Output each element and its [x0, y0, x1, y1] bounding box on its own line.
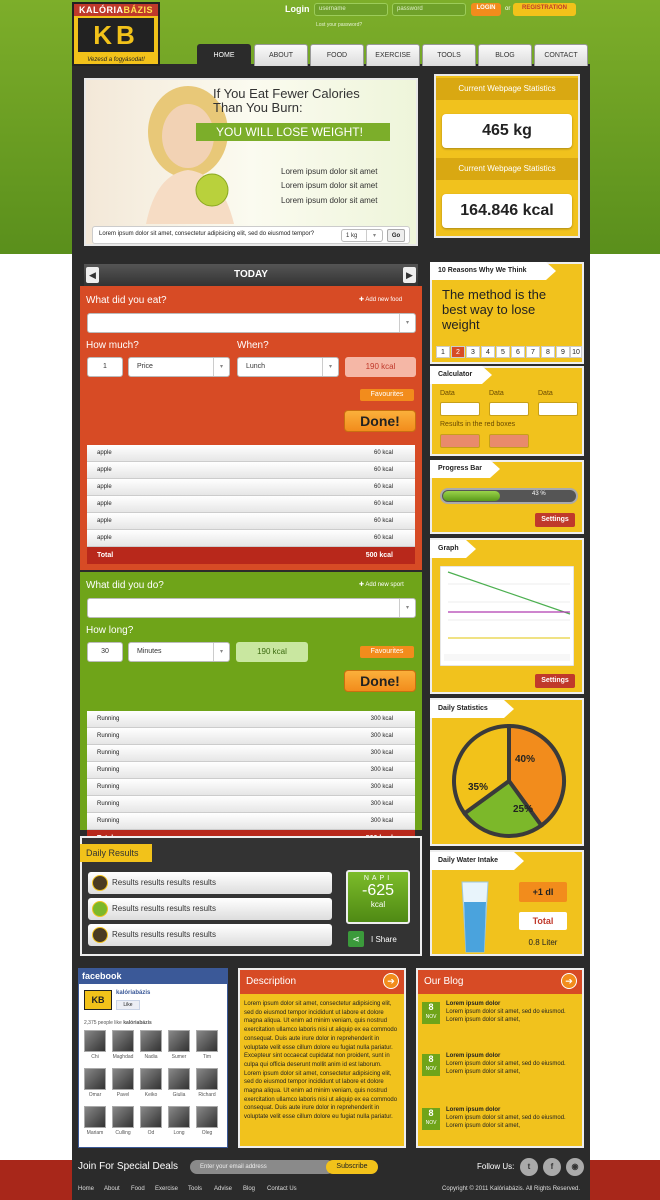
chevron-down-icon: ▾ — [322, 358, 338, 376]
stats-value-kcal: 164.846 kcal — [442, 194, 572, 228]
sport-kcal: 300 kcal — [370, 818, 393, 824]
password-input[interactable]: password — [392, 3, 466, 16]
table-row[interactable] — [87, 745, 415, 762]
footer-link-exercise[interactable]: Exercise — [155, 1186, 179, 1192]
blog-month: NOV — [425, 1014, 437, 1020]
blog-body — [446, 1000, 576, 1024]
food-kcal: 60 kcal — [373, 484, 393, 490]
food-quantity-input[interactable]: 1 — [87, 357, 123, 377]
reason-page-2[interactable]: 2 — [451, 346, 465, 358]
twitter-icon[interactable]: t — [520, 1158, 538, 1176]
hero-headline-line-2: Than You Burn: — [213, 100, 303, 115]
pie-label-1: 40% — [515, 754, 536, 765]
site-logo[interactable] — [72, 2, 160, 66]
facebook-title: facebook — [78, 968, 228, 984]
blog-title: Our Blog — [418, 970, 582, 994]
hero-line-1: Lorem ipsum dolor sit amet — [281, 167, 378, 176]
weight-select-value: 1 kg — [346, 233, 358, 239]
chevron-down-icon: ▾ — [213, 358, 229, 376]
graph-title: Graph — [430, 540, 466, 558]
calc-input-3[interactable] — [538, 402, 578, 416]
fan-avatar[interactable] — [168, 1106, 190, 1128]
reasons-title: 10 Reasons Why We Think — [430, 262, 546, 280]
progress-settings-button[interactable]: Settings — [535, 513, 575, 527]
food-total-row — [87, 547, 415, 564]
hero-subheadline: YOU WILL LOSE WEIGHT! — [196, 123, 390, 141]
exercise-title: What did you do? — [86, 580, 164, 591]
hero-line-3: Lorem ipsum dolor sit amet — [281, 196, 378, 205]
food-kcal: 60 kcal — [373, 535, 393, 541]
result-row[interactable] — [88, 898, 332, 920]
add-food-label: Add new food — [365, 297, 403, 303]
hero-question-bar — [92, 226, 410, 244]
progress-fill — [443, 491, 500, 501]
food-kcal-value: 190 kcal — [345, 357, 416, 377]
food-kcal: 60 kcal — [373, 518, 393, 524]
fan-avatar[interactable] — [196, 1106, 218, 1128]
fan-avatar[interactable] — [140, 1068, 162, 1090]
sport-name: Running — [97, 784, 120, 790]
drop-icon — [92, 927, 108, 943]
sport-name: Running — [97, 733, 120, 739]
food-done-button[interactable]: Done! — [344, 410, 416, 432]
how-much-label: How much? — [86, 340, 139, 351]
food-title: What did you eat? — [86, 295, 167, 306]
calc-result-2 — [489, 434, 529, 448]
footer-link-food[interactable]: Food — [131, 1186, 145, 1192]
table-row[interactable] — [87, 462, 415, 479]
arrow-right-icon[interactable]: ➔ — [383, 973, 399, 989]
fan-name: Richard — [198, 1092, 216, 1098]
forgot-password-link[interactable]: Lost your password? — [316, 22, 363, 28]
exercise-log-table — [87, 711, 415, 847]
fan-name: Mariam — [86, 1130, 104, 1136]
add-sport-link[interactable] — [359, 581, 404, 588]
chevron-down-icon: ▾ — [366, 230, 382, 241]
nav-tools[interactable]: TOOLS — [422, 44, 476, 66]
fan-avatar[interactable] — [112, 1030, 134, 1052]
calc-input-2[interactable] — [489, 402, 529, 416]
food-unit-select[interactable] — [128, 357, 230, 377]
food-log-table — [87, 445, 415, 564]
like-count-name: kalóriabázis — [123, 1020, 152, 1026]
fan-name: Giulia — [172, 1092, 186, 1098]
footer-link-contact[interactable]: Contact Us — [267, 1186, 297, 1192]
food-select[interactable] — [87, 313, 416, 333]
join-title: Join For Special Deals — [78, 1161, 179, 1172]
sport-name: Running — [97, 767, 120, 773]
calc-result-1 — [440, 434, 480, 448]
fan-name: Oleg — [201, 1130, 213, 1136]
food-name: apple — [97, 467, 112, 473]
calc-results-label: Results in the red boxes — [440, 421, 516, 428]
total-label: Total — [97, 552, 114, 559]
progress-percent: 43 % — [532, 491, 546, 497]
arrow-right-icon[interactable]: ➔ — [561, 973, 577, 989]
graph-chart — [440, 566, 574, 666]
calc-label-2: Data — [489, 390, 504, 397]
pie-label-2: 25% — [513, 804, 534, 815]
blog-month: NOV — [425, 1066, 437, 1072]
pie-label-3: 35% — [468, 782, 489, 793]
food-name: apple — [97, 484, 112, 490]
share-label[interactable]: I Share — [371, 935, 397, 944]
footer-link-tools[interactable]: Tools — [188, 1186, 203, 1192]
progress-track — [440, 488, 578, 504]
reason-page-1[interactable]: 1 — [436, 346, 450, 358]
daily-stats-title: Daily Statistics — [430, 700, 504, 718]
blog-item[interactable] — [422, 1000, 580, 1040]
table-row[interactable] — [87, 711, 415, 728]
sport-kcal: 300 kcal — [370, 784, 393, 790]
food-kcal: 60 kcal — [373, 501, 393, 507]
blog-month: NOV — [425, 1120, 437, 1126]
blog-date — [422, 1002, 440, 1024]
description-text: Lorem ipsum dolor sit amet, consectetur adipisicing elit, sed do eiusmod tempor incididunt ut labore et dolore magna aliqua. Ut enim ad minim veniam, quis nostrud exercitation ullamco laboris nisi ut aliquip ex ea commodo consequat. Duis aute irure dolor in reprehenderit in voluptate velit esse cillum dolore eu fugiat nulla pariatur. Excepteur sint occaecat cupidatat non proident, sunt in culpa qui officia deserunt mollit anim id est laborum. Lorem ipsum dolor sit amet, consectetur adipisicing elit, sed do eiusmod tempor incididunt ut labore et dolore magna aliqua. Ut enim ad minim veniam, quis nostrud exercitation ullamco laboris nisi ut aliquip ex ea commodo consequat. Duis aute irure dolor in reprehenderit in voluptate velit esse cillum dolore eu fugiat nulla pariatur. — [244, 1001, 398, 1121]
blog-body — [446, 1052, 576, 1076]
calc-label-3: Data — [538, 390, 553, 397]
add-food-link[interactable] — [359, 296, 402, 303]
table-row[interactable] — [87, 513, 415, 530]
graph-settings-button[interactable]: Settings — [535, 674, 575, 688]
reason-page-6[interactable]: 6 — [511, 346, 525, 358]
duration-input[interactable]: 30 — [87, 642, 123, 662]
food-name: apple — [97, 450, 112, 456]
blog-excerpt: Lorem ipsum dolor sit amet, sed do eiusmod. Lorem ipsum dolor sit amet, — [446, 1009, 566, 1023]
like-count-text: 2,375 people like — [84, 1020, 122, 1026]
blog-excerpt: Lorem ipsum dolor sit amet, sed do eiusmod. Lorem ipsum dolor sit amet, — [446, 1115, 566, 1129]
progress-title: Progress Bar — [430, 460, 490, 478]
fan-avatar[interactable] — [84, 1068, 106, 1090]
fan-avatar[interactable] — [168, 1030, 190, 1052]
sport-name: Running — [97, 801, 120, 807]
food-kcal: 60 kcal — [373, 450, 393, 456]
fan-avatar[interactable] — [168, 1068, 190, 1090]
reason-page-8[interactable]: 8 — [541, 346, 555, 358]
footer-link-blog[interactable]: Blog — [243, 1186, 256, 1192]
chevron-down-icon: ▾ — [399, 314, 415, 332]
daily-balance-box — [346, 870, 410, 924]
sport-select[interactable] — [87, 598, 416, 618]
table-row[interactable] — [87, 496, 415, 513]
logo-mark: KB — [78, 18, 154, 52]
how-long-label: How long? — [86, 625, 134, 636]
weight-select[interactable] — [341, 229, 383, 242]
napi-label: NAPI — [363, 875, 393, 882]
water-total-value: 0.8 Liter — [528, 938, 558, 947]
daily-stats-pie — [450, 722, 568, 840]
follow-label: Follow Us: — [477, 1162, 515, 1171]
sport-kcal: 300 kcal — [370, 801, 393, 807]
hero-line-2: Lorem ipsum dolor sit amet — [281, 181, 378, 190]
table-row[interactable] — [87, 530, 415, 547]
facebook-like-count — [84, 1020, 152, 1026]
sport-kcal: 300 kcal — [370, 733, 393, 739]
reason-page-3[interactable]: 3 — [466, 346, 480, 358]
chevron-down-icon: ▾ — [399, 599, 415, 617]
sport-kcal: 300 kcal — [370, 750, 393, 756]
scale-icon — [92, 875, 108, 891]
stats-heading-2: Current Webpage Statistics — [436, 158, 578, 180]
food-name: apple — [97, 535, 112, 541]
blog-date — [422, 1108, 440, 1130]
username-input[interactable]: username — [314, 3, 388, 16]
napi-value: -625 — [361, 882, 395, 899]
stats-value-weight: 465 kg — [442, 114, 572, 148]
logo-word-b: BÁZIS — [123, 5, 153, 15]
newsletter-email-input[interactable]: Enter your email address — [190, 1160, 334, 1174]
logo-word-a: KALÓRIA — [79, 5, 124, 15]
sport-name: Running — [97, 716, 120, 722]
table-row[interactable] — [87, 796, 415, 813]
water-total-label: Total — [519, 912, 567, 930]
result-row[interactable] — [88, 924, 332, 946]
sport-kcal: 300 kcal — [370, 716, 393, 722]
nav-home[interactable]: HOME — [197, 44, 251, 66]
fan-name: Sumer — [171, 1054, 187, 1060]
table-row[interactable] — [87, 813, 415, 830]
fan-name: Chi — [91, 1054, 99, 1060]
stats-heading-1: Current Webpage Statistics — [436, 78, 578, 100]
footer-link-home[interactable]: Home — [78, 1186, 95, 1192]
sport-name: Running — [97, 750, 120, 756]
when-label: When? — [237, 340, 269, 351]
facebook-page-logo: KB — [84, 990, 112, 1010]
today-header: TODAY — [84, 264, 418, 286]
blog-body — [446, 1106, 576, 1130]
blog-day: 8 — [428, 1054, 434, 1064]
sport-kcal: 300 kcal — [370, 767, 393, 773]
nav-exercise[interactable]: EXERCISE — [366, 44, 420, 66]
reason-page-4[interactable]: 4 — [481, 346, 495, 358]
blog-heading: Lorem ipsum dolor — [446, 1001, 501, 1007]
table-row[interactable] — [87, 728, 415, 745]
calc-label-1: Data — [440, 390, 455, 397]
table-row[interactable] — [87, 445, 415, 462]
food-name: apple — [97, 501, 112, 507]
exercise-favourites-button[interactable]: Favourites — [360, 646, 414, 658]
result-row[interactable] — [88, 872, 332, 894]
meal-select[interactable] — [237, 357, 339, 377]
fan-name: Culling — [115, 1130, 131, 1136]
fan-avatar[interactable] — [140, 1106, 162, 1128]
food-name: apple — [97, 518, 112, 524]
hero-headline-line-1: If You Eat Fewer Calories — [213, 86, 360, 101]
or-text: or — [505, 6, 511, 12]
go-button[interactable]: Go — [387, 229, 405, 242]
logo-tagline: Vezesd a fogyásodat! — [87, 57, 145, 63]
fan-avatar[interactable] — [112, 1106, 134, 1128]
registration-button[interactable]: REGISTRATION — [513, 3, 576, 16]
rss-icon[interactable]: ◉ — [566, 1158, 584, 1176]
exercise-kcal-value: 190 kcal — [236, 642, 308, 662]
fan-avatar[interactable] — [84, 1106, 106, 1128]
fan-avatar[interactable] — [196, 1030, 218, 1052]
daily-results-title: Daily Results — [80, 844, 152, 862]
food-favourites-button[interactable]: Favourites — [360, 389, 414, 401]
table-row[interactable] — [87, 762, 415, 779]
blog-item[interactable] — [422, 1052, 580, 1092]
apple-icon — [92, 901, 108, 917]
water-glass-icon — [460, 880, 490, 954]
meal-value: Lunch — [246, 363, 266, 370]
copyright: Copyright © 2011 Kalóriabázis. All Rights Reserved. — [442, 1186, 581, 1192]
prev-day-button[interactable]: ◀ — [86, 267, 99, 283]
sport-name: Running — [97, 818, 120, 824]
graph-background — [440, 566, 574, 666]
calc-input-1[interactable] — [440, 402, 480, 416]
fan-name: Long — [173, 1130, 185, 1136]
reason-page-7[interactable]: 7 — [526, 346, 540, 358]
fan-name: Keiko — [144, 1092, 158, 1098]
fan-avatar[interactable] — [196, 1068, 218, 1090]
nav-food[interactable]: FOOD — [310, 44, 364, 66]
food-kcal: 60 kcal — [373, 467, 393, 473]
napi-unit: kcal — [370, 900, 386, 909]
add-sport-label: Add new sport — [365, 582, 404, 588]
fan-name: Od — [147, 1130, 155, 1136]
fan-name: Maghdad — [112, 1054, 134, 1060]
hero-headline — [213, 87, 413, 115]
graph-legend — [444, 654, 570, 661]
reason-page-9[interactable]: 9 — [556, 346, 570, 358]
duration-unit-select[interactable] — [128, 642, 230, 662]
login-label: Login — [285, 4, 310, 14]
description-title: Description — [240, 970, 404, 994]
reason-page-10[interactable]: 10 — [570, 346, 582, 358]
fan-name: Tim — [202, 1054, 212, 1060]
duration-unit-value: Minutes — [137, 648, 162, 655]
reason-page-5[interactable]: 5 — [496, 346, 510, 358]
blog-date — [422, 1054, 440, 1076]
add-water-button[interactable]: +1 dl — [519, 882, 567, 902]
logo-wordmark — [74, 4, 158, 16]
chevron-down-icon: ▾ — [213, 643, 229, 661]
fan-avatar[interactable] — [140, 1030, 162, 1052]
table-row[interactable] — [87, 779, 415, 796]
fan-name: Pavel — [116, 1092, 130, 1098]
blog-excerpt: Lorem ipsum dolor sit amet, sed do eiusmod. Lorem ipsum dolor sit amet, — [446, 1061, 566, 1075]
nav-about[interactable]: ABOUT — [254, 44, 308, 66]
fan-name: Nadia — [144, 1054, 158, 1060]
fan-name: Omar — [88, 1092, 102, 1098]
fan-avatar[interactable] — [84, 1030, 106, 1052]
blog-item[interactable] — [422, 1106, 580, 1146]
nav-contact[interactable]: CONTACT — [534, 44, 588, 66]
blog-day: 8 — [428, 1002, 434, 1012]
result-text: Results results results results — [112, 904, 217, 913]
facebook-page-name[interactable]: kalóriabázis — [116, 990, 151, 996]
next-day-button[interactable]: ▶ — [403, 267, 416, 283]
reasons-text: The method is the best way to lose weight — [442, 287, 547, 332]
food-unit-value: Price — [137, 363, 153, 370]
blog-heading: Lorem ipsum dolor — [446, 1053, 501, 1059]
login-button[interactable]: LOGIN — [471, 3, 501, 16]
footer-link-advise[interactable]: Advise — [214, 1186, 233, 1192]
nav-blog[interactable]: BLOG — [478, 44, 532, 66]
result-text: Results results results results — [112, 930, 217, 939]
facebook-icon[interactable]: f — [543, 1158, 561, 1176]
result-text: Results results results results — [112, 878, 217, 887]
hero-question-text: Lorem ipsum dolor sit amet, consectetur adipisicing elit, sed do eiusmod tempor? — [99, 231, 315, 237]
plus-icon: ✚ — [359, 582, 366, 588]
plus-icon: ✚ — [359, 297, 366, 303]
calculator-title: Calculator — [430, 366, 482, 384]
total-value: 500 kcal — [365, 552, 393, 559]
footer-link-about[interactable]: About — [104, 1186, 120, 1192]
share-icon[interactable]: ⋖ — [348, 931, 364, 947]
fan-avatar[interactable] — [112, 1068, 134, 1090]
blog-day: 8 — [428, 1108, 434, 1118]
blog-heading: Lorem ipsum dolor — [446, 1107, 501, 1113]
table-row[interactable] — [87, 479, 415, 496]
exercise-done-button[interactable]: Done! — [344, 670, 416, 692]
subscribe-button[interactable]: Subscribe — [326, 1160, 378, 1174]
facebook-like-button[interactable]: Like — [116, 1000, 140, 1010]
water-title: Daily Water Intake — [430, 852, 514, 870]
